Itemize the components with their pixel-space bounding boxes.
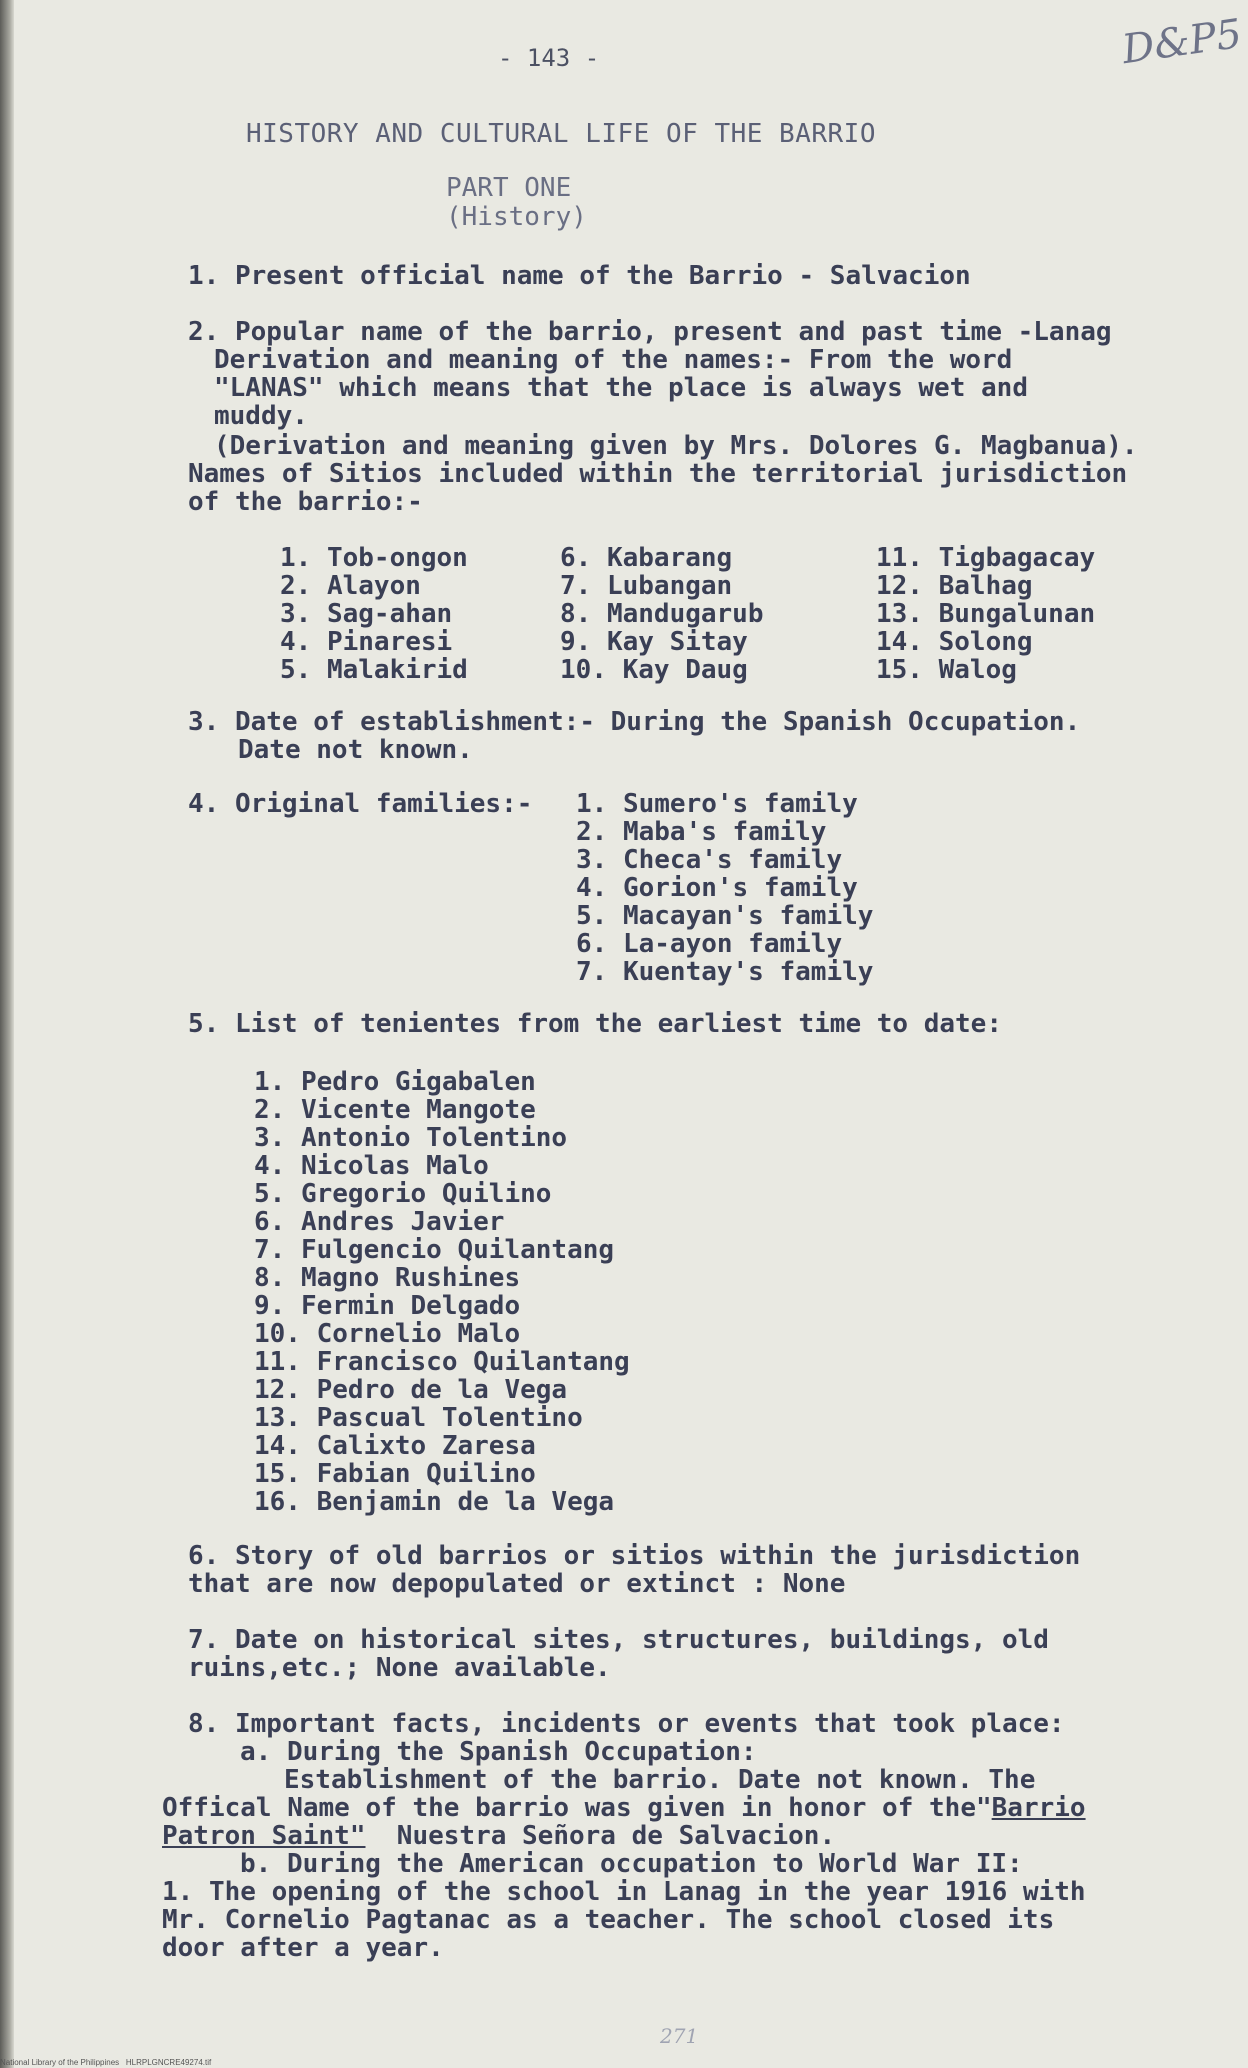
- teniente-item: 12. Pedro de la Vega: [254, 1375, 568, 1405]
- sitios-column-1: [280, 544, 468, 684]
- teniente-item: 8. Magno Rushines: [254, 1263, 521, 1293]
- item-2-line-5: (Derivation and meaning given by Mrs. Dolores G. Magbanua).: [214, 431, 1138, 461]
- book-spine-shadow: [0, 0, 14, 2068]
- item-1-official-name: 1. Present official name of the Barrio - Salvacion: [188, 261, 971, 291]
- item-2-line-7: of the barrio:-: [188, 487, 423, 517]
- sitio-item: 7. Lubangan: [560, 571, 733, 601]
- item-8-line-2: a. During the Spanish Occupation:: [240, 1737, 757, 1767]
- teniente-item: 7. Fulgencio Quilantang: [254, 1235, 615, 1265]
- scan-credit: National Library of the Philippines HLRPLGNCRE49274.tif: [0, 2058, 212, 2067]
- part-heading: PART ONE: [446, 173, 572, 203]
- sitio-item: 14. Solong: [876, 627, 1033, 657]
- item-8-line-4: [162, 1794, 1086, 1823]
- family-item: 5. Macayan's family: [576, 901, 874, 931]
- sitios-column-3: [876, 544, 1095, 684]
- sitio-item: 15. Walog: [876, 655, 1017, 685]
- sitio-item: 9. Kay Sitay: [560, 627, 748, 657]
- teniente-item: 4. Nicolas Malo: [254, 1151, 489, 1181]
- teniente-item: 14. Calixto Zaresa: [254, 1431, 536, 1461]
- teniente-item: 6. Andres Javier: [254, 1207, 505, 1237]
- sitio-item: 11. Tigbagacay: [876, 543, 1096, 573]
- item-2-line-2: Derivation and meaning of the names:- From the word: [214, 345, 1013, 375]
- item-2-line-3: "LANAS" which means that the place is always wet and: [214, 373, 1028, 403]
- item-8-line-4-underlined: Barrio: [991, 1793, 1086, 1823]
- item-2-line-4: muddy.: [214, 401, 308, 431]
- item-3-line-1: 3. Date of establishment:- During the Spanish Occupation.: [188, 707, 1081, 737]
- page-number: - 143 -: [498, 44, 600, 72]
- item-8-line-7: 1. The opening of the school in Lanag in the year 1916 with: [162, 1877, 1086, 1907]
- teniente-item: 9. Fermin Delgado: [254, 1291, 521, 1321]
- teniente-item: 1. Pedro Gigabalen: [254, 1067, 536, 1097]
- item-5-label: 5. List of tenientes from the earliest time to date:: [188, 1009, 1002, 1039]
- teniente-item: 5. Gregorio Quilino: [254, 1179, 552, 1209]
- sitio-item: 12. Balhag: [876, 571, 1033, 601]
- sitio-item: 8. Mandugarub: [560, 599, 764, 629]
- item-3-line-2: Date not known.: [238, 735, 473, 765]
- teniente-item: 2. Vicente Mangote: [254, 1095, 536, 1125]
- item-8-line-5: [162, 1822, 835, 1851]
- part-subtitle: (History): [446, 202, 587, 232]
- sitio-item: 2. Alayon: [280, 571, 421, 601]
- family-item: 4. Gorion's family: [576, 873, 858, 903]
- item-8-line-8: Mr. Cornelio Pagtanac as a teacher. The school closed its: [162, 1905, 1055, 1935]
- original-families-list: [576, 790, 873, 986]
- item-8-line-5-text: Nuestra Señora de Salvacion.: [365, 1821, 836, 1851]
- teniente-item: 11. Francisco Quilantang: [254, 1347, 630, 1377]
- sitio-item: 4. Pinaresi: [280, 627, 453, 657]
- tenientes-list: [254, 1068, 630, 1516]
- teniente-item: 16. Benjamin de la Vega: [254, 1487, 615, 1517]
- sitios-column-2: [560, 544, 764, 684]
- teniente-item: 13. Pascual Tolentino: [254, 1403, 583, 1433]
- sitio-item: 1. Tob-ongon: [280, 543, 468, 573]
- family-item: 3. Checa's family: [576, 845, 843, 875]
- sitio-item: 6. Kabarang: [560, 543, 733, 573]
- item-6-line-1: 6. Story of old barrios or sitios within the jurisdiction: [188, 1541, 1081, 1571]
- sitio-item: 5. Malakirid: [280, 655, 468, 685]
- item-7-line-1: 7. Date on historical sites, structures, buildings, old: [188, 1625, 1049, 1655]
- item-8-line-1: 8. Important facts, incidents or events that took place:: [188, 1709, 1065, 1739]
- item-8-line-9: door after a year.: [162, 1933, 444, 1963]
- family-item: 6. La-ayon family: [576, 929, 843, 959]
- item-8-line-3: Establishment of the barrio. Date not known. The: [284, 1765, 1036, 1795]
- item-8-line-6: b. During the American occupation to World War II:: [240, 1849, 1023, 1879]
- family-item: 1. Sumero's family: [576, 789, 858, 819]
- sitio-item: 3. Sag-ahan: [280, 599, 453, 629]
- family-item: 2. Maba's family: [576, 817, 827, 847]
- item-6-line-2: that are now depopulated or extinct : None: [188, 1569, 846, 1599]
- teniente-item: 3. Antonio Tolentino: [254, 1123, 568, 1153]
- family-item: 7. Kuentay's family: [576, 957, 874, 987]
- teniente-item: 10. Cornelio Malo: [254, 1319, 521, 1349]
- item-2-line-1: 2. Popular name of the barrio, present and past time -Lanag: [188, 317, 1112, 347]
- sitio-item: 10. Kay Daug: [560, 655, 748, 685]
- item-7-line-2: ruins,etc.; None available.: [188, 1653, 611, 1683]
- sitio-item: 13. Bungalunan: [876, 599, 1096, 629]
- teniente-item: 15. Fabian Quilino: [254, 1459, 536, 1489]
- document-title: HISTORY AND CULTURAL LIFE OF THE BARRIO: [246, 119, 876, 149]
- item-8-line-5-underlined: Patron Saint": [162, 1821, 366, 1851]
- item-4-label: 4. Original families:-: [188, 789, 533, 819]
- handwritten-page-number: 271: [660, 2024, 699, 2048]
- handwritten-stamp: D&P5: [1119, 10, 1245, 74]
- item-2-line-6: Names of Sitios included within the territorial jurisdiction: [188, 459, 1128, 489]
- item-8-line-4-text: Offical Name of the barrio was given in honor of the": [162, 1793, 992, 1823]
